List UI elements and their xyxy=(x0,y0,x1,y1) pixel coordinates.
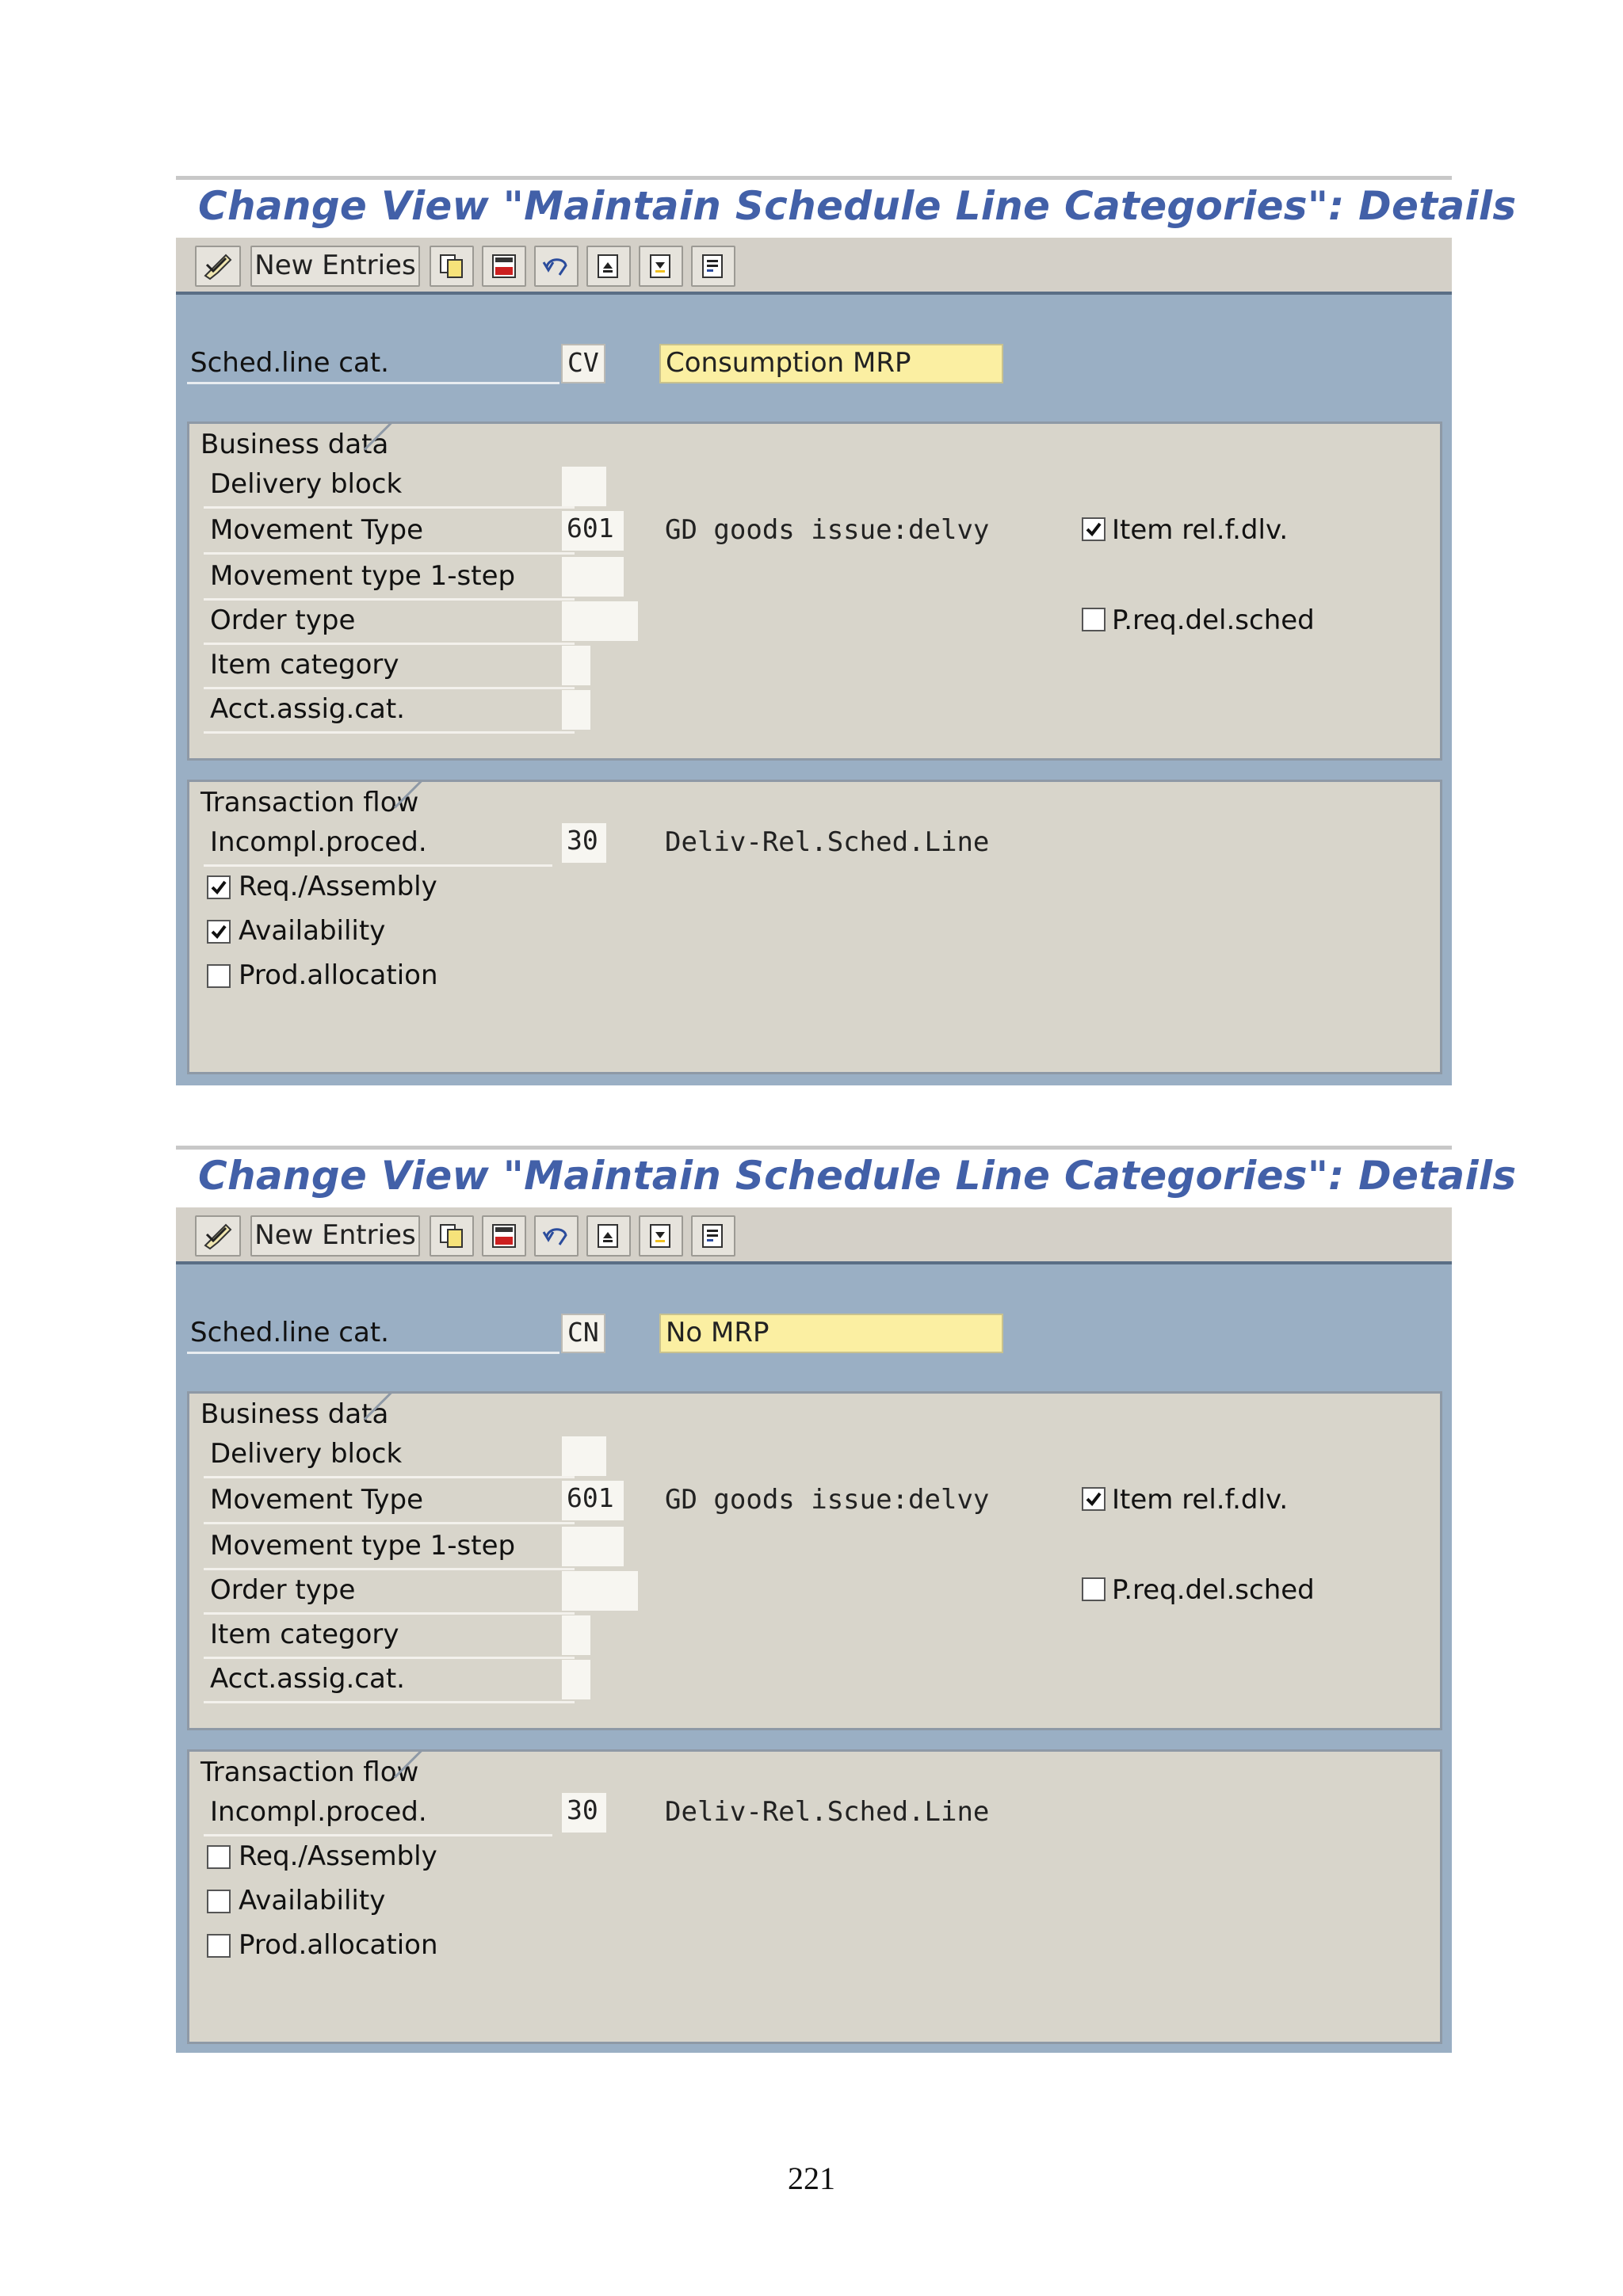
undo-button[interactable] xyxy=(534,1215,579,1257)
acct-assig-cat-field[interactable] xyxy=(562,690,590,730)
row-underline xyxy=(204,1476,575,1478)
acct-assig-cat-label: Acct.assig.cat. xyxy=(210,1663,405,1695)
row-underline xyxy=(204,864,552,867)
first-page-icon xyxy=(595,253,622,280)
movement-type-description: GD goods issue:delvy xyxy=(665,1484,990,1516)
item-rel-dlv-label: Item rel.f.dlv. xyxy=(1112,514,1289,546)
edit-icon xyxy=(202,1222,234,1250)
sched-line-cat-field[interactable]: CN xyxy=(561,1314,605,1353)
item-rel-dlv-label: Item rel.f.dlv. xyxy=(1112,1484,1289,1516)
page-number: 221 xyxy=(788,2161,835,2196)
other-entry-button[interactable] xyxy=(691,1215,735,1257)
previous-entry-button[interactable] xyxy=(586,1215,631,1257)
prod-allocation-label: Prod.allocation xyxy=(239,1929,438,1961)
item-category-label: Item category xyxy=(210,1619,399,1650)
undo-button[interactable] xyxy=(534,246,579,287)
other-entry-button[interactable] xyxy=(691,246,735,287)
save-icon xyxy=(491,253,517,280)
next-entry-button[interactable] xyxy=(639,246,683,287)
row-underline xyxy=(204,1701,575,1703)
item-category-label: Item category xyxy=(210,649,399,681)
last-page-icon xyxy=(700,1222,727,1249)
availability-label: Availability xyxy=(239,1885,386,1917)
movement-type-1step-field[interactable] xyxy=(562,1527,624,1566)
undo-icon xyxy=(542,1222,571,1249)
p-req-del-sched-label: P.req.del.sched xyxy=(1112,605,1315,636)
order-type-field[interactable] xyxy=(562,1571,638,1611)
req-assembly-checkbox[interactable] xyxy=(207,1845,231,1869)
incompl-proced-field[interactable]: 30 xyxy=(562,1793,606,1833)
item-rel-dlv-checkbox[interactable] xyxy=(1082,517,1106,541)
movement-type-1step-field[interactable] xyxy=(562,557,624,597)
item-category-field[interactable] xyxy=(562,646,590,685)
movement-type-label: Movement Type xyxy=(210,1484,423,1516)
order-type-label: Order type xyxy=(210,605,356,636)
row-underline xyxy=(204,506,575,509)
movement-type-description: GD goods issue:delvy xyxy=(665,514,990,546)
availability-label: Availability xyxy=(239,915,386,947)
new-entries-button[interactable]: New Entries xyxy=(250,246,420,287)
application-toolbar xyxy=(176,1207,1452,1264)
prod-allocation-checkbox[interactable] xyxy=(207,1934,231,1958)
incompl-proced-field[interactable]: 30 xyxy=(562,823,606,863)
sched-line-cat-field[interactable]: CV xyxy=(561,344,605,383)
row-underline xyxy=(204,1522,575,1524)
main-area xyxy=(176,1264,1452,2053)
next-page-icon xyxy=(647,253,674,280)
checkmark-icon xyxy=(210,923,227,940)
delete-button[interactable] xyxy=(482,246,526,287)
movement-type-field[interactable]: 601 xyxy=(562,511,624,551)
availability-checkbox[interactable] xyxy=(207,1890,231,1913)
description-field[interactable]: No MRP xyxy=(659,1314,1003,1353)
toggle-edit-button[interactable] xyxy=(195,246,241,287)
row-underline xyxy=(204,1657,575,1659)
sched-line-cat-label: Sched.line cat. xyxy=(190,1317,389,1348)
order-type-label: Order type xyxy=(210,1574,356,1606)
save-icon xyxy=(491,1222,517,1249)
toggle-edit-button[interactable] xyxy=(195,1215,241,1257)
next-page-icon xyxy=(647,1222,674,1249)
business-data-title: Business data xyxy=(187,1391,412,1433)
availability-checkbox[interactable] xyxy=(207,920,231,944)
undo-icon xyxy=(542,253,571,280)
first-page-icon xyxy=(595,1222,622,1249)
prod-allocation-checkbox[interactable] xyxy=(207,964,231,988)
checkmark-icon xyxy=(210,879,227,896)
new-entries-button[interactable]: New Entries xyxy=(250,1215,420,1257)
main-area xyxy=(176,295,1452,1085)
delivery-block-field[interactable] xyxy=(562,467,606,506)
delivery-block-label: Delivery block xyxy=(210,1438,403,1470)
row-underline xyxy=(204,731,575,734)
transaction-flow-group xyxy=(187,1749,1442,2044)
delivery-block-field[interactable] xyxy=(562,1436,606,1476)
row-underline xyxy=(204,1568,575,1570)
transaction-flow-title: Transaction flow xyxy=(187,1749,442,1791)
delivery-block-label: Delivery block xyxy=(210,468,403,500)
order-type-field[interactable] xyxy=(562,601,638,641)
transaction-flow-title: Transaction flow xyxy=(187,780,442,822)
p-req-del-sched-checkbox[interactable] xyxy=(1082,608,1106,631)
p-req-del-sched-checkbox[interactable] xyxy=(1082,1577,1106,1601)
window-title-bar xyxy=(176,176,1517,238)
row-underline xyxy=(204,687,575,689)
checkmark-icon xyxy=(1085,521,1102,538)
application-toolbar xyxy=(176,238,1452,295)
copy-icon xyxy=(438,253,465,280)
item-category-field[interactable] xyxy=(562,1615,590,1655)
incompl-proced-description: Deliv-Rel.Sched.Line xyxy=(665,826,990,858)
row-underline xyxy=(204,1834,552,1836)
sap-screen-cn xyxy=(176,1146,1517,2053)
req-assembly-label: Req./Assembly xyxy=(239,1840,437,1872)
req-assembly-label: Req./Assembly xyxy=(239,871,437,902)
acct-assig-cat-label: Acct.assig.cat. xyxy=(210,693,405,725)
row-underline xyxy=(204,1612,575,1615)
item-rel-dlv-checkbox[interactable] xyxy=(1082,1487,1106,1511)
row-underline xyxy=(204,643,575,645)
description-field[interactable]: Consumption MRP xyxy=(659,344,1003,383)
movement-type-1step-label: Movement type 1-step xyxy=(210,560,516,592)
label-underline xyxy=(187,1352,559,1354)
copy-icon xyxy=(438,1222,465,1249)
movement-type-field[interactable]: 601 xyxy=(562,1481,624,1520)
row-underline xyxy=(204,552,575,555)
window-title-bar xyxy=(176,1146,1517,1207)
business-data-group xyxy=(187,1391,1442,1730)
transaction-flow-group xyxy=(187,780,1442,1074)
window-title: Change View "Maintain Schedule Line Categories": Details xyxy=(198,1153,1517,1199)
business-data-group xyxy=(187,421,1442,761)
sched-line-cat-label: Sched.line cat. xyxy=(190,347,389,379)
copy-button[interactable] xyxy=(430,246,474,287)
business-data-title: Business data xyxy=(187,421,412,463)
next-entry-button[interactable] xyxy=(639,1215,683,1257)
row-underline xyxy=(204,598,575,601)
prod-allocation-label: Prod.allocation xyxy=(239,959,438,991)
incompl-proced-description: Deliv-Rel.Sched.Line xyxy=(665,1796,990,1828)
req-assembly-checkbox[interactable] xyxy=(207,875,231,899)
incompl-proced-label: Incompl.proced. xyxy=(210,1796,427,1828)
acct-assig-cat-field[interactable] xyxy=(562,1660,590,1699)
last-page-icon xyxy=(700,253,727,280)
checkmark-icon xyxy=(1085,1490,1102,1508)
sap-screen-cv xyxy=(176,176,1517,1085)
window-title: Change View "Maintain Schedule Line Categories": Details xyxy=(198,183,1517,229)
delete-button[interactable] xyxy=(482,1215,526,1257)
edit-icon xyxy=(202,252,234,280)
p-req-del-sched-label: P.req.del.sched xyxy=(1112,1574,1315,1606)
movement-type-label: Movement Type xyxy=(210,514,423,546)
previous-entry-button[interactable] xyxy=(586,246,631,287)
movement-type-1step-label: Movement type 1-step xyxy=(210,1530,516,1562)
incompl-proced-label: Incompl.proced. xyxy=(210,826,427,858)
copy-button[interactable] xyxy=(430,1215,474,1257)
label-underline xyxy=(187,382,559,384)
